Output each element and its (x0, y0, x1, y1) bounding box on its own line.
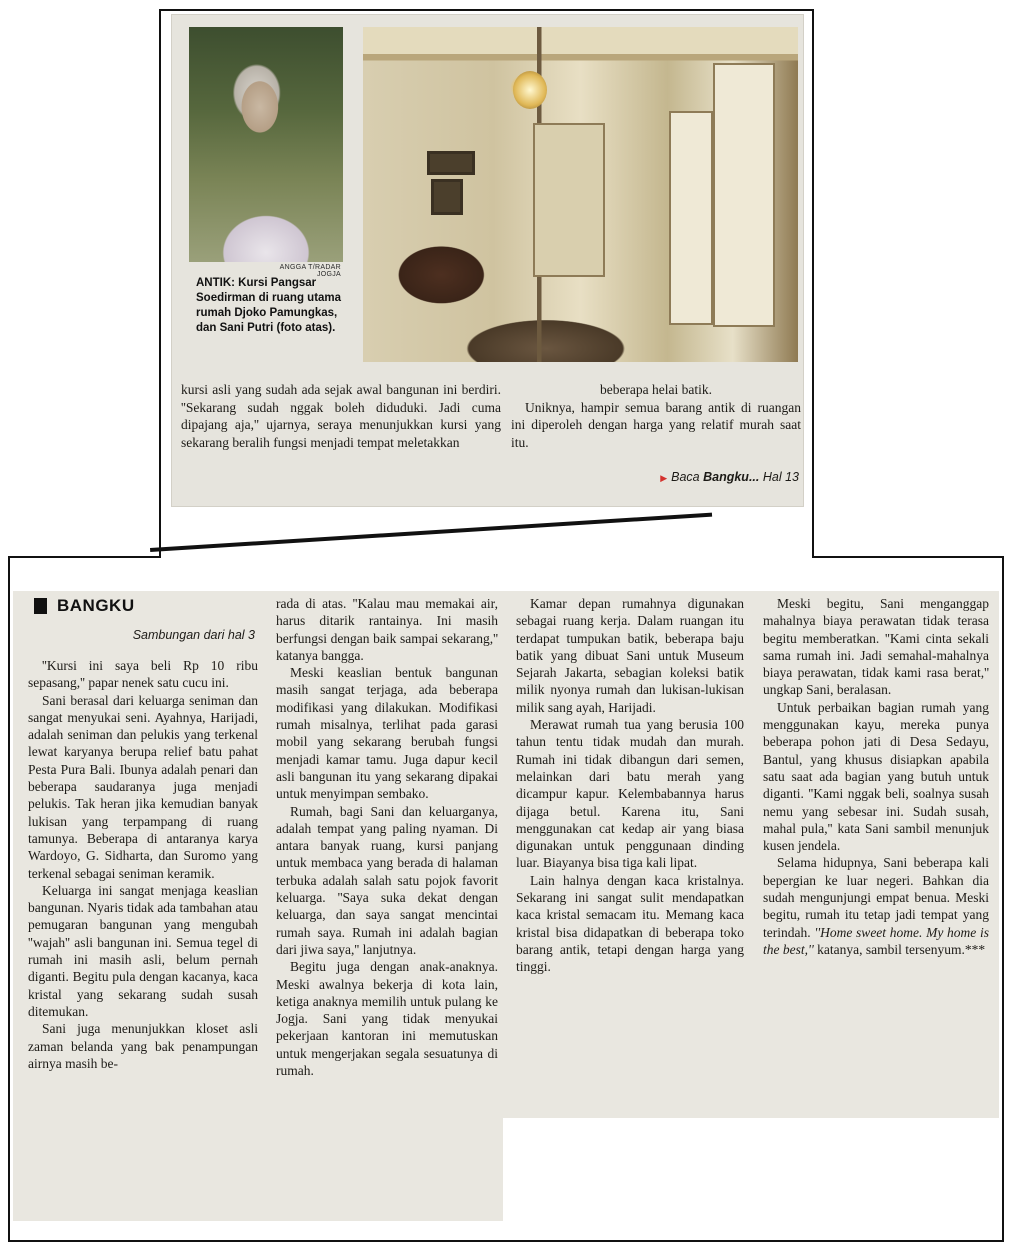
closing-quote: ''Home sweet home. My home is the best,'' (763, 924, 990, 957)
wall-painting-shape (431, 179, 463, 215)
glass-door-shape (669, 111, 713, 325)
article-paragraph: Untuk perbaikan bagian rumah yang menggunakan kayu, mereka punya beberapa pohon jati di Desa Sedayu, Bantul, yang khusus disiapkan apabila satu saat ada bagian yang butuh untuk diganti. ''Kami nggak beli, soalnya susah nemu yang sebesar ini. Sudah susah, mahal pula,'' kata Sani sambil menunjuk kusen jendela. (763, 699, 989, 854)
cut-line-mid-left (8, 556, 161, 558)
article-paragraph: Sani berasal dari keluarga seniman dan sangat menyukai seni. Ayahnya, Harijadi, adalah seniman dan pelukis yang terkenal lewat karyanya berupa relief batu pahat Pesta Pura Bali. Ibunya adalah penari dan beberapa saudaranya juga menjadi pelukis. Tak heran jika kemudian banyak lukisan yang terpampang di ruang tamunya. Beberapa di antaranya karya Wardoyo, G. Sidharta, dan Suromo yang terkenal sebagai seniman keramik. (28, 692, 258, 881)
continuation-title: Bangku... (703, 470, 760, 484)
unused-area (503, 1118, 1000, 1228)
living-room-photo (363, 27, 798, 362)
lead-paragraph: kursi asli yang sudah ada sejak awal bangunan ini berdiri. ''Sekarang sudah nggak boleh diduduki. Jadi cuma dipajang aja,'' ujarnya, seraya menunjukkan kursi yang sekarang beralih fungsi menjadi tempat meletakkan (181, 382, 501, 450)
cut-line-bottom (8, 1240, 1004, 1242)
article-paragraph: Kamar depan rumahnya digunakan sebagai ruang kerja. Dalam ruangan itu terdapat tumpukan batik, beberapa baju batik yang dibuat Sani untuk Museum Sejarah Jakarta, sebagian koleksi batik milik nyonya rumah dan lukisan-lukisan milik sang ayah, Harijadi. (516, 596, 744, 715)
cut-line-mid-right (812, 556, 1004, 558)
continuation-page: Hal 13 (762, 470, 799, 484)
cut-line-top (159, 9, 814, 11)
glass-door-shape (713, 63, 775, 327)
article-paragraph (763, 854, 989, 958)
article-paragraph: Rumah, bagi Sani dan keluarganya, adalah tempat yang paling nyaman. Di antara banyak ruang, kursi panjang untuk membaca yang berada di halaman terbuka adalah salah satu pojok favorit keluarga. ''Saya suka dekat dengan keluarga, dan saya sangat mencintai rumah saya. Rumah ini adalah bagian dari jiwa saya,'' lanjutnya. (276, 803, 498, 957)
article-paragraph: ''Kursi ini saya beli Rp 10 ribu sepasang,'' papar nenek satu cucu ini. (28, 658, 258, 691)
photo-credit: ANGGA T/RADAR JOGJA (279, 264, 341, 278)
lead-column-2 (511, 381, 801, 451)
article-paragraph: Keluarga ini sangat menjaga keaslian bangunan. Nyaris tidak ada tambahan atau pemugaran bangunan yang mengubah ''wajah'' asli bangunan ini. Semua tegel di rumah ini masih asli, belum pernah diganti. Begitu pula dengan kacanya, kaca kristal yang sekarang sudah susah ditemukan. (28, 882, 258, 1019)
cut-line-right-upper (812, 9, 814, 557)
article-paragraph: Merawat rumah tua yang berusia 100 tahun tentu tidak mudah dan murah. Rumah ini tidak dibangun dari semen, melainkan dari batu merah yang dicampur kapur. Kelembabannya harus dijaga betul. Karena itu, Sani menggunakan cat kedap air yang biasa digunakan untuk penggunaan dinding luar. Biayanya bisa tiga kali lipat. (516, 717, 744, 871)
portrait-photo (189, 27, 343, 262)
photo-caption: ANTIK: Kursi Pangsar Soedirman di ruang utama rumah Djoko Pamungkas, dan Sani Putri (foto atas). (196, 277, 342, 334)
article-column-3 (516, 595, 744, 976)
lead-paragraph: Uniknya, hampir semua barang antik di ruangan ini diperoleh dengan harga yang relatif murah saat itu. (511, 399, 801, 450)
article-column-1 (28, 657, 258, 1072)
slanted-cut-line (150, 513, 712, 552)
article-paragraph: Sani juga menunjukkan kloset asli zaman belanda yang bak penampungan airnya masih be- (28, 1021, 258, 1071)
article-column-2 (276, 595, 498, 1079)
article-column-4 (763, 595, 989, 958)
article-paragraph: Begitu juga dengan anak-anaknya. Meski awalnya bekerja di kota lain, ketiga anaknya memilih untuk pulang ke Jogja. Sani yang tidak menyukai pekerjaan kantoran ini memutuskan untuk mengerjakan segala sesuatunya di rumah. (276, 959, 498, 1079)
doorway-shape (533, 123, 605, 277)
continuation-prefix: Baca (671, 470, 700, 484)
chandelier-shape (513, 71, 547, 109)
cut-line-right-lower (1002, 556, 1004, 1242)
wall-painting-shape (427, 151, 475, 175)
lead-column-1 (181, 381, 501, 451)
heading-square-icon (34, 598, 47, 614)
closing-text: Selama hidupnya, Sani beberapa kali bepergian ke luar negeri. Bahkan dia sudah mengunjungi empat benua. Meski begitu, rumah itu tetap jadi tempat yang terindah. (763, 855, 989, 940)
lead-paragraph: beberapa helai batik. (599, 382, 713, 397)
article-paragraph: Meski keaslian bentuk bangunan masih sangat terjaga, ada beberapa modifikasi yang dilakukan. Modifikasi rumah misalnya, terlihat pada garasi mobil yang sekarang berubah fungsi menjadi kamar tamu. Juga dapur kecil asli bangunan itu yang sekarang dipakai untuk menyimpan sembako. (276, 665, 498, 802)
section-heading (34, 596, 264, 616)
red-triangle-icon: ▶ (660, 473, 668, 483)
continuation-reference (633, 470, 799, 484)
cut-line-left-upper (159, 9, 161, 557)
closing-text: katanya, sambil tersenyum.*** (817, 941, 986, 957)
cut-line-left-lower (8, 556, 10, 1242)
section-subheading: Sambungan dari hal 3 (132, 628, 255, 642)
article-paragraph: Lain halnya dengan kaca kristalnya. Sekarang ini sangat sulit mendapatkan kaca kristal semacam itu. Memang kaca kristal bisa didapatkan di beberapa toko barang antik, tetapi dengan harga yang tinggi. (516, 872, 744, 975)
article-paragraph: rada di atas. ''Kalau mau memakai air, harus ditarik rantainya. Ini masih berfungsi dengan baik sampai sekarang,'' katanya bangga. (276, 596, 498, 663)
heading-text: BANGKU (57, 596, 135, 615)
article-paragraph: Meski begitu, Sani menganggap mahalnya biaya perawatan tidak terasa begitu memberatkan. ''Kami cinta sekali sama rumah ini. Jadi semahal-mahalnya biaya perawatan, tidak kami rasa berat,'' ungkap Sani, beralasan. (763, 596, 989, 698)
